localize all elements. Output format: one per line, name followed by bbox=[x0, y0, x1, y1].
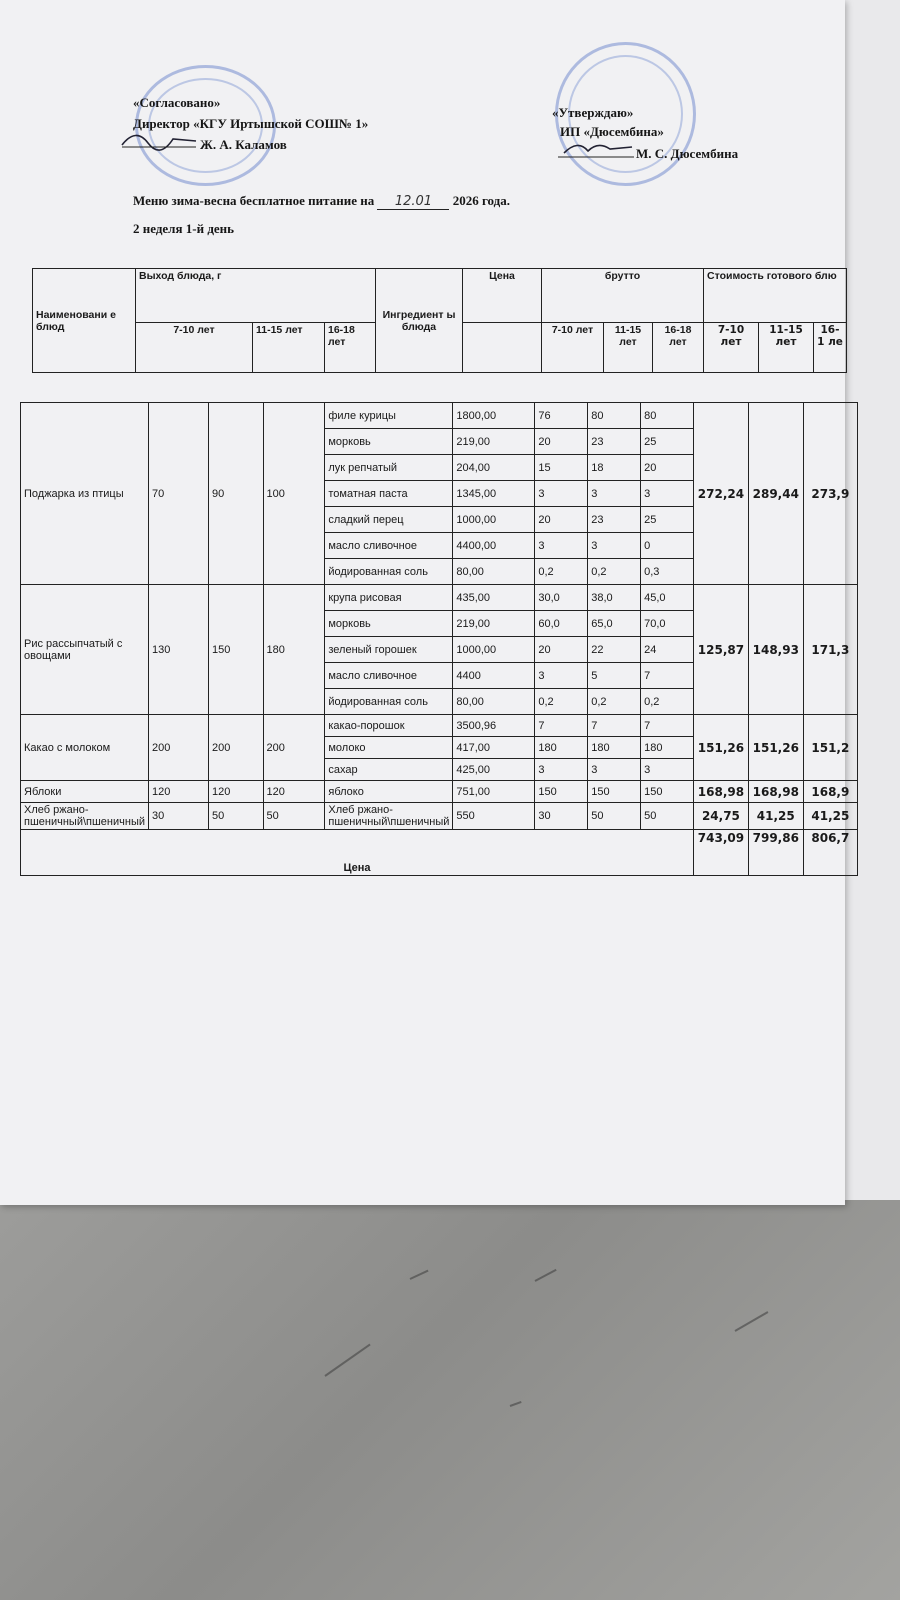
ingredient-gross: 3 bbox=[535, 481, 588, 507]
dish-yield: 90 bbox=[209, 403, 263, 585]
ingredient-gross: 7 bbox=[641, 715, 694, 737]
dish-cost: 151,26 bbox=[694, 715, 749, 781]
total-value: 799,86 bbox=[748, 830, 803, 876]
dish-cost: 289,44 bbox=[748, 403, 803, 585]
ingredient-price: 417,00 bbox=[453, 737, 535, 759]
ingredient-gross: 24 bbox=[641, 637, 694, 663]
ingredient-price: 751,00 bbox=[453, 781, 535, 803]
ingredient-gross: 150 bbox=[588, 781, 641, 803]
ingredient-price: 1345,00 bbox=[453, 481, 535, 507]
header-yield-age: 11-15 лет bbox=[253, 323, 325, 373]
dish-cost: 272,24 bbox=[694, 403, 749, 585]
ingredient-name: сахар bbox=[325, 759, 453, 781]
header-cost-age: 16-1 ле bbox=[814, 323, 847, 373]
ingredient-gross: 0,2 bbox=[641, 689, 694, 715]
approved-org: ИП «Дюсембина» bbox=[560, 124, 664, 139]
ingredient-gross: 7 bbox=[588, 715, 641, 737]
ingredient-gross: 20 bbox=[535, 429, 588, 455]
ingredient-gross: 0,2 bbox=[535, 689, 588, 715]
ingredient-price: 80,00 bbox=[453, 559, 535, 585]
ingredient-gross: 0,3 bbox=[641, 559, 694, 585]
ingredient-gross: 3 bbox=[641, 759, 694, 781]
header-gross-age: 16-18 лет bbox=[653, 323, 704, 373]
dish-yield: 70 bbox=[149, 403, 209, 585]
header-price: Цена bbox=[463, 269, 542, 323]
dish-yield: 120 bbox=[209, 781, 263, 803]
ingredient-gross: 5 bbox=[588, 663, 641, 689]
director-signature bbox=[118, 125, 198, 153]
header-ingredients: Ингредиент ы блюда bbox=[376, 269, 463, 373]
dish-cost: 273,9 bbox=[803, 403, 857, 585]
ingredient-price: 80,00 bbox=[453, 689, 535, 715]
header-yield-age: 7-10 лет bbox=[136, 323, 253, 373]
ingredient-price: 1800,00 bbox=[453, 403, 535, 429]
ingredient-gross: 0 bbox=[641, 533, 694, 559]
ingredient-gross: 180 bbox=[588, 737, 641, 759]
ingredient-gross: 25 bbox=[641, 429, 694, 455]
ingredient-gross: 45,0 bbox=[641, 585, 694, 611]
ingredient-gross: 150 bbox=[641, 781, 694, 803]
ingredient-gross: 23 bbox=[588, 507, 641, 533]
dish-cost: 24,75 bbox=[694, 803, 749, 830]
ingredient-gross: 50 bbox=[588, 803, 641, 830]
dish-cost: 41,25 bbox=[803, 803, 857, 830]
ingredient-gross: 65,0 bbox=[588, 611, 641, 637]
ingredient-name: сладкий перец bbox=[325, 507, 453, 533]
table-row bbox=[21, 585, 858, 611]
total-label: Цена bbox=[21, 830, 694, 876]
ingredient-price: 425,00 bbox=[453, 759, 535, 781]
total-value: 743,09 bbox=[694, 830, 749, 876]
ingredient-gross: 60,0 bbox=[535, 611, 588, 637]
header-yield: Выход блюда, г bbox=[136, 269, 376, 323]
ingredient-name: морковь bbox=[325, 611, 453, 637]
header-gross: брутто bbox=[542, 269, 704, 323]
dish-yield: 50 bbox=[263, 803, 325, 830]
ingredient-gross: 23 bbox=[588, 429, 641, 455]
menu-title-suffix: 2026 года. bbox=[452, 193, 510, 208]
ingredient-gross: 3 bbox=[535, 533, 588, 559]
ingredient-price: 219,00 bbox=[453, 611, 535, 637]
ingredient-gross: 20 bbox=[535, 507, 588, 533]
table-row bbox=[21, 715, 858, 737]
ingredient-gross: 20 bbox=[641, 455, 694, 481]
agreed-position: Директор «КГУ Иртышской СОШ№ 1» bbox=[133, 116, 369, 131]
ingredient-name: йодированная соль bbox=[325, 559, 453, 585]
ingredient-price: 4400 bbox=[453, 663, 535, 689]
dish-cost: 168,98 bbox=[748, 781, 803, 803]
dish-cost: 125,87 bbox=[694, 585, 749, 715]
ingredient-gross: 3 bbox=[535, 663, 588, 689]
approved-title: «Утверждаю» bbox=[552, 105, 634, 120]
dish-yield: 180 bbox=[263, 585, 325, 715]
week-day: 2 неделя 1-й день bbox=[133, 221, 235, 236]
menu-date: 12.01 bbox=[377, 194, 449, 210]
ingredient-name: крупа рисовая bbox=[325, 585, 453, 611]
dish-yield: 200 bbox=[263, 715, 325, 781]
ingredient-name: филе курицы bbox=[325, 403, 453, 429]
ingredient-gross: 0,2 bbox=[535, 559, 588, 585]
ingredient-gross: 180 bbox=[535, 737, 588, 759]
ingredient-gross: 3 bbox=[588, 759, 641, 781]
ingredient-name: какао-порошок bbox=[325, 715, 453, 737]
ingredient-gross: 0,2 bbox=[588, 559, 641, 585]
dish-yield: 120 bbox=[149, 781, 209, 803]
table-row bbox=[21, 403, 858, 429]
ingredient-price: 1000,00 bbox=[453, 637, 535, 663]
ingredient-price: 550 bbox=[453, 803, 535, 830]
ingredient-name: масло сливочное bbox=[325, 533, 453, 559]
ingredient-price: 3500,96 bbox=[453, 715, 535, 737]
ingredient-name: масло сливочное bbox=[325, 663, 453, 689]
ingredient-price: 204,00 bbox=[453, 455, 535, 481]
ingredient-gross: 3 bbox=[641, 481, 694, 507]
ingredient-gross: 20 bbox=[535, 637, 588, 663]
ingredient-gross: 30 bbox=[535, 803, 588, 830]
header-price-empty bbox=[463, 323, 542, 373]
ingredient-gross: 80 bbox=[641, 403, 694, 429]
menu-table bbox=[20, 402, 858, 876]
dish-yield: 50 bbox=[209, 803, 263, 830]
dish-yield: 200 bbox=[149, 715, 209, 781]
dish-yield: 100 bbox=[263, 403, 325, 585]
table-header bbox=[32, 268, 847, 373]
menu-title-prefix: Меню зима-весна бесплатное питание на bbox=[133, 193, 375, 208]
ingredient-gross: 7 bbox=[641, 663, 694, 689]
dish-yield: 120 bbox=[263, 781, 325, 803]
dish-cost: 168,98 bbox=[694, 781, 749, 803]
ingredient-name: морковь bbox=[325, 429, 453, 455]
ingredient-gross: 25 bbox=[641, 507, 694, 533]
agreed-name: Ж. А. Каламов bbox=[200, 137, 287, 152]
ingredient-name: зеленый горошек bbox=[325, 637, 453, 663]
ingredient-name: молоко bbox=[325, 737, 453, 759]
ingredient-price: 435,00 bbox=[453, 585, 535, 611]
total-value: 806,7 bbox=[803, 830, 857, 876]
ingredient-gross: 0,2 bbox=[588, 689, 641, 715]
dish-name: Рис рассыпчатый с овощами bbox=[21, 585, 149, 715]
header-yield-age: 16-18 лет bbox=[325, 323, 376, 373]
desk-background bbox=[0, 1180, 900, 1600]
ingredient-gross: 3 bbox=[588, 533, 641, 559]
approved-name: М. С. Дюсембина bbox=[636, 146, 739, 161]
agreed-title: «Согласовано» bbox=[133, 95, 221, 110]
ingredient-name: томатная паста bbox=[325, 481, 453, 507]
ingredient-gross: 3 bbox=[588, 481, 641, 507]
header-cost-age: 11-15 лет bbox=[759, 323, 814, 373]
ingredient-gross: 15 bbox=[535, 455, 588, 481]
ingredient-name: йодированная соль bbox=[325, 689, 453, 715]
ingredient-gross: 70,0 bbox=[641, 611, 694, 637]
header-gross-age: 7-10 лет bbox=[542, 323, 604, 373]
dish-yield: 130 bbox=[149, 585, 209, 715]
dish-cost: 171,3 bbox=[803, 585, 857, 715]
ingredient-gross: 18 bbox=[588, 455, 641, 481]
ingredient-price: 4400,00 bbox=[453, 533, 535, 559]
dish-cost: 151,2 bbox=[803, 715, 857, 781]
ingredient-name: яблоко bbox=[325, 781, 453, 803]
dish-cost: 168,9 bbox=[803, 781, 857, 803]
header-cost-age: 7-10 лет bbox=[704, 323, 759, 373]
ingredient-name: лук репчатый bbox=[325, 455, 453, 481]
dish-yield: 200 bbox=[209, 715, 263, 781]
ingredient-gross: 150 bbox=[535, 781, 588, 803]
ingredient-gross: 180 bbox=[641, 737, 694, 759]
ingredient-gross: 22 bbox=[588, 637, 641, 663]
header-cost: Стоимость готового блю bbox=[704, 269, 847, 323]
dish-name: Хлеб ржано-пшеничный\пшеничный bbox=[21, 803, 149, 830]
dish-cost: 41,25 bbox=[748, 803, 803, 830]
table-row bbox=[21, 803, 858, 830]
ingredient-gross: 50 bbox=[641, 803, 694, 830]
ingredient-gross: 7 bbox=[535, 715, 588, 737]
approver-signature bbox=[558, 135, 636, 161]
ingredient-gross: 80 bbox=[588, 403, 641, 429]
ingredient-gross: 30,0 bbox=[535, 585, 588, 611]
dish-name: Поджарка из птицы bbox=[21, 403, 149, 585]
dish-name: Яблоки bbox=[21, 781, 149, 803]
dish-yield: 30 bbox=[149, 803, 209, 830]
ingredient-price: 1000,00 bbox=[453, 507, 535, 533]
dish-cost: 148,93 bbox=[748, 585, 803, 715]
header-dish-name: Наименовани е блюд bbox=[33, 269, 136, 373]
ingredient-gross: 3 bbox=[535, 759, 588, 781]
dish-name: Какао с молоком bbox=[21, 715, 149, 781]
ingredient-gross: 38,0 bbox=[588, 585, 641, 611]
dish-cost: 151,26 bbox=[748, 715, 803, 781]
table-row bbox=[21, 781, 858, 803]
dish-yield: 150 bbox=[209, 585, 263, 715]
ingredient-price: 219,00 bbox=[453, 429, 535, 455]
ingredient-gross: 76 bbox=[535, 403, 588, 429]
header-gross-age: 11-15 лет bbox=[604, 323, 653, 373]
menu-title bbox=[133, 193, 510, 210]
ingredient-name: Хлеб ржано-пшеничный\пшеничный bbox=[325, 803, 453, 830]
